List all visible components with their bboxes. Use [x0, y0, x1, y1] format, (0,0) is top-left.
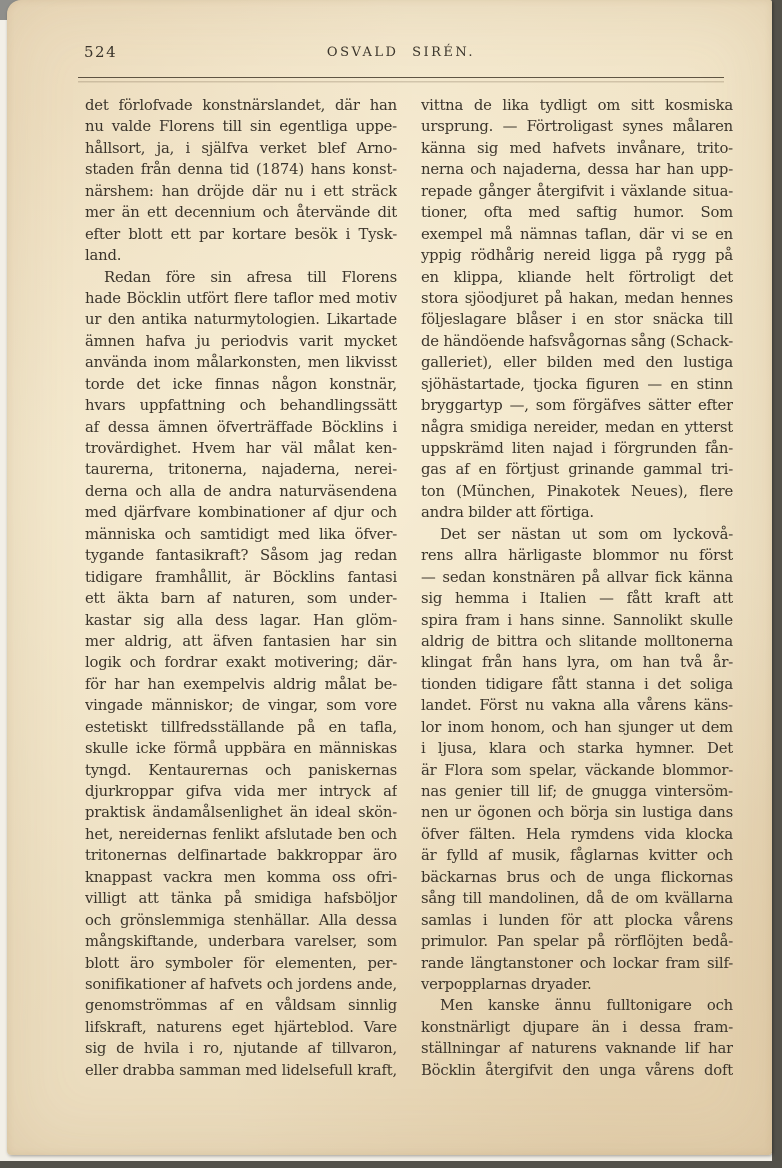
text-line: en klippa, kliande helt förtroligt det — [421, 268, 733, 286]
text-line: ett äkta barn af naturen, som under- — [85, 590, 397, 608]
text-line: villigt att tänka på smidiga hafsböljor — [85, 890, 397, 908]
header-rule — [78, 77, 724, 81]
text-line: följeslagare blåser i en stor snäcka till — [421, 311, 733, 329]
text-line: hållsort, ja, i själfva verket blef Arno- — [85, 139, 397, 157]
text-line: nerna och najaderna, dessa har han upp- — [421, 161, 733, 179]
text-line: tidigare framhållit, är Böcklins fantasi — [85, 568, 397, 586]
text-line: konstnärligt djupare än i dessa fram- — [421, 1018, 733, 1036]
text-line: vingade människor; de vingar, som vore — [85, 697, 397, 715]
text-line: knappast vackra men komma oss ofri- — [85, 868, 397, 886]
text-line: mer aldrig, att äfven fantasien har sin — [85, 632, 397, 650]
text-line: aldrig de bittra och slitande molltonerna — [421, 632, 733, 650]
text-line: — sedan konstnären på allvar fick känna — [421, 568, 733, 586]
text-line: primulor. Pan spelar på rörflöjten bedå- — [421, 933, 733, 951]
text-line: exempel må nämnas taflan, där vi se en — [421, 225, 733, 243]
text-line: använda inom målarkonsten, men likvisst — [85, 354, 397, 372]
text-line: klingat från hans lyra, om han två år- — [421, 654, 733, 672]
text-line: tritonernas delfinartade bakkroppar äro — [85, 847, 397, 865]
text-line: Böcklin återgifvit den unga vårens doft — [421, 1061, 733, 1079]
text-line: Det ser nästan ut som om lyckovå- — [440, 525, 733, 543]
text-line: några smidiga nereider, medan en ytterst — [421, 418, 733, 436]
text-line: människa och samtidigt med lika öfver- — [85, 525, 397, 543]
text-line: torde det icke finnas någon konstnär, — [85, 375, 397, 393]
text-line: för har han exempelvis aldrig målat be- — [85, 675, 397, 693]
text-line: sig de hvila i ro, njutande af tillvaron, — [85, 1040, 397, 1058]
text-line: genomströmmas af en våldsam sinnlig — [85, 997, 397, 1015]
text-line: de händöende hafsvågornas sång (Schack- — [421, 332, 733, 350]
text-line: i ljusa, klara och starka hymner. Det — [421, 740, 733, 758]
text-line: Redan före sin afresa till Florens — [104, 268, 397, 286]
text-line: närshem: han dröjde där nu i ett sträck — [85, 182, 397, 200]
text-line: och grönslemmiga stenhällar. Alla dessa — [85, 911, 397, 929]
text-line: eller drabba samman med lidelsefull kraft, — [85, 1061, 397, 1079]
text-line: sång till mandolinen, då de om kvällarna — [421, 890, 733, 908]
text-line: ton (München, Pinakotek Neues), flere — [421, 482, 733, 500]
text-line: staden från denna tid (1874) hans konst- — [85, 161, 397, 179]
text-line: tygande fantasikraft? Såsom jag redan — [85, 547, 397, 565]
text-column-left — [85, 95, 397, 1081]
text-line: landet. Först nu vakna alla vårens käns- — [421, 697, 733, 715]
text-line: taurerna, tritonerna, najaderna, nerei- — [85, 461, 397, 479]
text-column-right — [421, 95, 733, 1081]
text-line: hade Böcklin utfört flere taflor med motiv — [85, 289, 397, 307]
page-number: 524 — [84, 43, 118, 61]
text-line: lor inom honom, och han sjunger ut dem — [421, 718, 733, 736]
text-line: het, nereidernas fenlikt afslutade ben och — [85, 825, 397, 843]
text-line: sjöhästartade, tjocka figuren — en stinn — [421, 375, 733, 393]
text-line: är Flora som spelar, väckande blommor- — [421, 761, 733, 779]
text-line: mångskiftande, underbara varelser, som — [85, 933, 397, 951]
text-line: lifskraft, naturens eget hjärteblod. Vare — [85, 1018, 397, 1036]
text-line: af dessa ämnen öfverträffade Böcklins i — [85, 418, 397, 436]
text-line: gas af en förtjust grinande gammal tri- — [421, 461, 733, 479]
text-line: rande längtanstoner och lockar fram silf- — [421, 954, 733, 972]
running-title: OSVALD SIRÉN. — [326, 45, 476, 60]
text-line: Men kanske ännu fulltonigare och — [440, 997, 733, 1015]
text-line: mer än ett decennium och återvände dit — [85, 204, 397, 222]
text-line: hvars uppfattning och behandlingssätt — [85, 397, 397, 415]
text-line: ursprung. — Förtroligast synes målaren — [421, 118, 733, 136]
text-line: tionden tidigare fått stanna i det soliga — [421, 675, 733, 693]
text-line: det förlofvade konstnärslandet, där han — [85, 97, 397, 114]
text-line: estetiskt tillfredsställande på en tafla, — [85, 718, 397, 736]
text-line: verpopplarnas dryader. — [421, 975, 592, 993]
text-line: repade gånger återgifvit i växlande situa- — [421, 182, 733, 200]
text-line: kastar sig alla dess lagar. Han glöm- — [85, 611, 397, 629]
book-page — [7, 0, 772, 1155]
text-line: stora sjöodjuret på hakan, medan hennes — [421, 289, 733, 307]
text-line: efter blott ett par kortare besök i Tysk- — [85, 225, 397, 243]
text-line: ställningar af naturens vaknande lif har — [421, 1040, 733, 1058]
text-line: sonifikationer af hafvets och jordens ande, — [85, 975, 397, 993]
text-line: tyngd. Kentaurernas och paniskernas — [85, 761, 397, 779]
text-line: ur den antika naturmytologien. Likartade — [85, 311, 397, 329]
text-line: skulle icke förmå uppbära en människas — [85, 740, 397, 758]
text-line: trovärdighet. Hvem har väl målat ken- — [85, 440, 397, 457]
text-line: nu valde Florens till sin egentliga uppe- — [85, 118, 397, 136]
text-line: samlas i lunden för att plocka vårens — [421, 911, 733, 929]
page-header — [78, 40, 724, 64]
text-line: derna och alla de andra naturväsendena — [85, 482, 397, 500]
text-line: är fylld af musik, fåglarnas kvitter och — [421, 847, 733, 865]
text-line: öfver fälten. Hela rymdens vida klocka — [421, 825, 733, 843]
text-line: tioner, ofta med saftig humor. Som — [421, 204, 733, 222]
text-line: uppskrämd liten najad i förgrunden fån- — [421, 440, 733, 457]
text-line: känna sig med hafvets invånare, trito- — [421, 139, 733, 157]
text-line: med djärfvare kombinationer af djur och — [85, 504, 397, 522]
text-line: spira fram i hans sinne. Sannolikt skulle — [421, 611, 733, 629]
text-line: nas genier till lif; de gnugga vintersöm- — [421, 783, 733, 800]
text-line: andra bilder att förtiga. — [421, 504, 594, 522]
text-line: bäckarnas brus och de unga flickornas — [421, 868, 733, 886]
text-line: sig hemma i Italien — fått kraft att — [421, 590, 733, 608]
text-line: bryggartyp —, som förgäfves sätter efter — [421, 397, 733, 415]
text-line: djurkroppar gifva vida mer intryck af — [85, 783, 397, 800]
text-line: nen ur ögonen och börja sin lustiga dans — [421, 804, 733, 822]
text-line: ämnen hafva ju periodvis varit mycket — [85, 332, 397, 350]
text-line: land. — [85, 247, 122, 265]
text-line: praktisk ändamålsenlighet än ideal skön- — [85, 804, 397, 822]
text-line: vittna de lika tydligt om sitt kosmiska — [421, 97, 733, 114]
text-line: rens allra härligaste blommor nu först — [421, 547, 733, 565]
text-line: blott äro symboler för elementen, per- — [85, 954, 397, 972]
text-line: logik och fordrar exakt motivering; där- — [85, 654, 397, 672]
text-line: galleriet), eller bilden med den lustiga — [421, 354, 733, 372]
text-line: yppig rödhårig nereid ligga på rygg på — [421, 247, 733, 265]
